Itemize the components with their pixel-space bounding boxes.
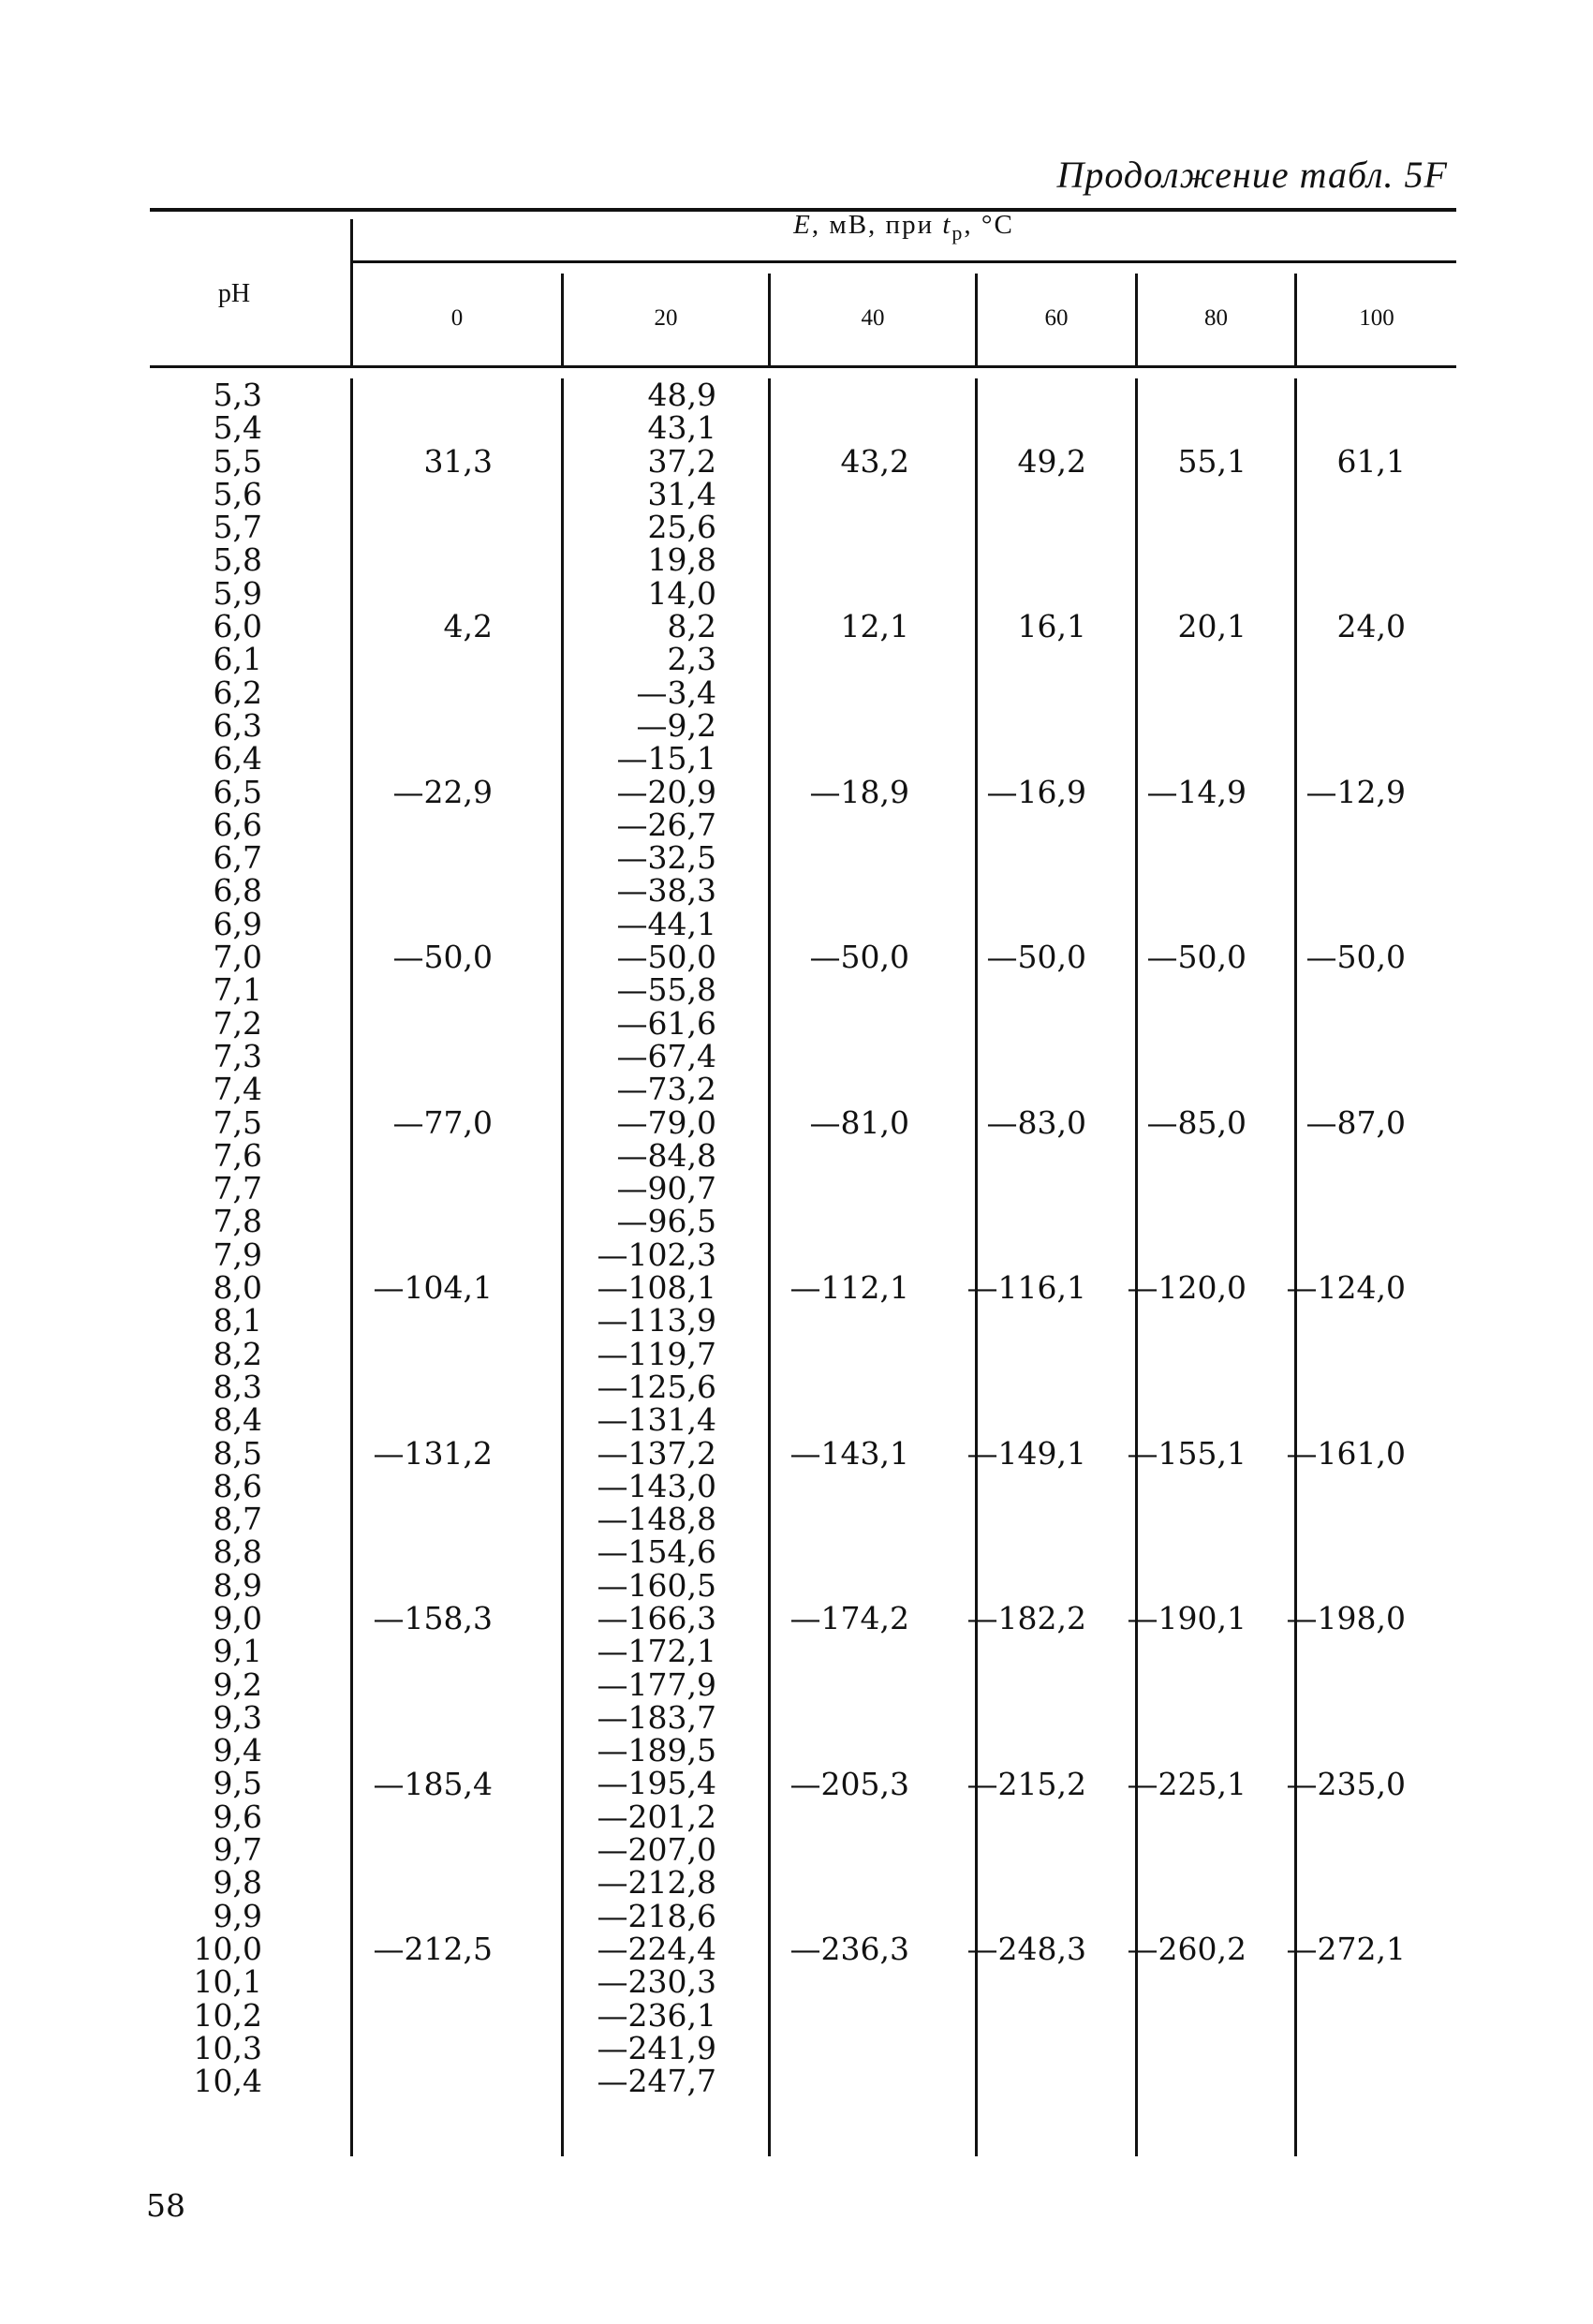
ph-value: 7,4: [213, 1071, 262, 1108]
ph-value: 9,0: [213, 1599, 262, 1636]
e20-value: —247,7: [597, 2063, 716, 2100]
e0-value: 4,2: [443, 608, 493, 645]
e60-value: —50,0: [986, 939, 1086, 976]
e20-value: —26,7: [616, 806, 716, 843]
e80-value: 55,1: [1177, 442, 1246, 480]
e20-value: —160,5: [597, 1566, 716, 1604]
e20-value: 14,0: [647, 574, 716, 612]
ph-value: 8,9: [213, 1566, 262, 1604]
ph-value: 6,6: [213, 806, 262, 843]
e40-value: 43,2: [840, 442, 909, 480]
e40-value: —143,1: [789, 1434, 909, 1472]
ph-value: 7,1: [213, 971, 262, 1009]
ph-value: 6,1: [213, 641, 262, 678]
e40-value: —50,0: [809, 939, 909, 976]
e20-value: —224,4: [597, 1930, 716, 1967]
e80-value: —260,2: [1127, 1931, 1246, 1968]
e20-value: —177,9: [597, 1665, 716, 1703]
e60-value: —83,0: [986, 1103, 1086, 1141]
e0-value: —185,4: [373, 1765, 493, 1802]
e40-value: —174,2: [789, 1600, 909, 1637]
e0-value: 31,3: [423, 442, 493, 480]
ph-value: 6,3: [213, 706, 262, 744]
page-number: 58: [146, 2187, 185, 2224]
header-temp-80: 80: [1204, 305, 1228, 331]
header-bottom-rule: [150, 365, 1456, 368]
divider-0-20-body: [561, 378, 564, 2156]
header-e-title: [351, 210, 1456, 245]
ph-value: 10,0: [193, 1930, 262, 1967]
e100-value: —198,0: [1286, 1600, 1406, 1637]
e100-value: 24,0: [1336, 608, 1406, 645]
e20-value: —154,6: [597, 1533, 716, 1571]
ph-value: 5,4: [213, 409, 262, 447]
e20-value: 25,6: [647, 509, 716, 546]
divider-40-60-body: [975, 378, 978, 2156]
e80-value: —120,0: [1127, 1269, 1246, 1307]
ph-value: 9,1: [213, 1633, 262, 1670]
e20-value: —218,6: [597, 1897, 716, 1934]
header-sub-rule: [351, 260, 1456, 263]
ph-value: 8,0: [213, 1269, 262, 1307]
ph-value: 9,9: [213, 1897, 262, 1934]
e20-value: —108,1: [597, 1269, 716, 1307]
e0-value: —104,1: [373, 1269, 493, 1307]
e40-value: —236,3: [789, 1931, 909, 1968]
e20-value: —44,1: [616, 905, 716, 942]
header-temp-100: 100: [1359, 305, 1394, 331]
e80-value: —225,1: [1127, 1765, 1246, 1802]
ph-value: 7,8: [213, 1203, 262, 1240]
e60-value: 49,2: [1017, 442, 1086, 480]
e20-value: 31,4: [647, 475, 716, 512]
e20-value: —90,7: [616, 1170, 716, 1207]
e100-value: —235,0: [1286, 1765, 1406, 1802]
e0-value: —50,0: [392, 939, 493, 976]
e0-value: —22,9: [392, 773, 493, 810]
ph-value: 8,5: [213, 1434, 262, 1472]
e20-value: —102,3: [597, 1236, 716, 1273]
e20-value: —241,9: [597, 2029, 716, 2066]
header-e-symbol: E: [793, 210, 812, 240]
e20-value: 43,1: [647, 409, 716, 447]
e100-value: —12,9: [1305, 773, 1406, 810]
e20-value: 8,2: [667, 608, 716, 645]
e80-value: —155,1: [1127, 1434, 1246, 1472]
ph-column: [150, 377, 262, 2100]
divider-20-40-body: [768, 378, 771, 2156]
e20-value: —230,3: [597, 1963, 716, 2001]
e100-value: —272,1: [1286, 1931, 1406, 1968]
e0-value: —158,3: [373, 1600, 493, 1637]
ph-value: 8,6: [213, 1467, 262, 1504]
ph-value: 10,3: [193, 2029, 262, 2066]
e40-value: —112,1: [789, 1269, 909, 1307]
e20-value: —189,5: [597, 1732, 716, 1769]
e20-value: —212,8: [597, 1864, 716, 1902]
e100-value: —87,0: [1305, 1103, 1406, 1141]
e100-value: 61,1: [1336, 442, 1406, 480]
ph-value: 8,2: [213, 1335, 262, 1372]
e20-value: —119,7: [597, 1335, 716, 1372]
e60-value: —149,1: [966, 1434, 1086, 1472]
ph-value: 8,3: [213, 1368, 262, 1405]
divider-ph-0-body: [350, 378, 353, 2156]
ph-value: 7,5: [213, 1103, 262, 1141]
e80-value: —85,0: [1146, 1103, 1246, 1141]
e60-value: 16,1: [1017, 608, 1086, 645]
ph-value: 7,7: [213, 1170, 262, 1207]
e20-value: —113,9: [597, 1302, 716, 1340]
e0-value: —131,2: [373, 1434, 493, 1472]
e80-value: 20,1: [1177, 608, 1246, 645]
e20-value: —183,7: [597, 1698, 716, 1736]
ph-value: 10,1: [193, 1963, 262, 2001]
ph-value: 7,9: [213, 1236, 262, 1273]
ph-value: 6,5: [213, 773, 262, 810]
e20-value: —125,6: [597, 1368, 716, 1405]
e20-value: —207,0: [597, 1831, 716, 1869]
header-temp-20: 20: [654, 305, 678, 331]
ph-value: 6,2: [213, 674, 262, 711]
e20-value: —3,4: [636, 674, 716, 711]
e20-value: —195,4: [597, 1765, 716, 1802]
header-temp-60: 60: [1044, 305, 1069, 331]
e40-value: 12,1: [840, 608, 909, 645]
e20-value: —55,8: [616, 971, 716, 1009]
ph-value: 9,4: [213, 1732, 262, 1769]
e40-value: —81,0: [809, 1103, 909, 1141]
ph-value: 9,3: [213, 1698, 262, 1736]
e60-value: —116,1: [966, 1269, 1086, 1307]
e20-value: —32,5: [616, 839, 716, 877]
e20-value: —166,3: [597, 1599, 716, 1636]
e80-value: —50,0: [1146, 939, 1246, 976]
ph-value: 5,9: [213, 574, 262, 612]
e100-value: —124,0: [1286, 1269, 1406, 1307]
e20-value: 19,8: [647, 541, 716, 579]
e20-value: —73,2: [616, 1071, 716, 1108]
e20-value: —15,1: [616, 740, 716, 777]
header-ph: pH: [217, 279, 251, 308]
ph-value: 5,7: [213, 509, 262, 546]
ph-value: 8,1: [213, 1302, 262, 1340]
ph-value: 7,3: [213, 1037, 262, 1074]
e20-value: —143,0: [597, 1467, 716, 1504]
e20-value: —50,0: [616, 939, 716, 976]
e80-value: —14,9: [1146, 773, 1246, 810]
ph-value: 5,5: [213, 442, 262, 480]
e20-value: 37,2: [647, 442, 716, 480]
e20-value: —61,6: [616, 1004, 716, 1042]
header-t-symbol: t: [942, 210, 952, 240]
e20-column: [576, 377, 716, 2100]
ph-value: 7,6: [213, 1136, 262, 1174]
e60-value: —248,3: [966, 1931, 1086, 1968]
ph-value: 9,7: [213, 1831, 262, 1869]
ph-value: 9,5: [213, 1765, 262, 1802]
e20-value: —20,9: [616, 773, 716, 810]
ph-value: 5,6: [213, 475, 262, 512]
ph-value: 9,2: [213, 1665, 262, 1703]
e0-value: —77,0: [392, 1103, 493, 1141]
e20-value: —84,8: [616, 1136, 716, 1174]
e40-value: —18,9: [809, 773, 909, 810]
ph-value: 6,9: [213, 905, 262, 942]
ph-value: 6,7: [213, 839, 262, 877]
ph-value: 6,0: [213, 608, 262, 645]
ph-value: 6,8: [213, 872, 262, 910]
ph-value: 5,8: [213, 541, 262, 579]
ph-value: 9,8: [213, 1864, 262, 1902]
e20-value: —79,0: [616, 1103, 716, 1141]
e20-value: —131,4: [597, 1401, 716, 1439]
e20-value: —172,1: [597, 1633, 716, 1670]
ph-value: 8,7: [213, 1501, 262, 1538]
e20-value: —236,1: [597, 1996, 716, 2034]
ph-value: 10,2: [193, 1996, 262, 2034]
ph-value: 8,4: [213, 1401, 262, 1439]
ph-value: 8,8: [213, 1533, 262, 1571]
divider-80-100-body: [1294, 378, 1297, 2156]
header-t-subscript: р: [951, 220, 965, 244]
e60-value: —16,9: [986, 773, 1086, 810]
ph-value: 7,0: [213, 939, 262, 976]
ph-value: 5,3: [213, 377, 262, 413]
e20-value: 2,3: [667, 641, 716, 678]
continuation-title: Продолжение табл. 5F: [1056, 154, 1448, 196]
ph-value: 7,2: [213, 1004, 262, 1042]
header-e-unit: , мВ, при: [811, 210, 943, 240]
e100-value: —50,0: [1305, 939, 1406, 976]
divider-60-80-body: [1135, 378, 1138, 2156]
e20-value: —96,5: [616, 1203, 716, 1240]
e20-value: 48,9: [647, 377, 716, 413]
e20-value: —201,2: [597, 1798, 716, 1835]
e60-value: —182,2: [966, 1600, 1086, 1637]
e0-value: —212,5: [373, 1931, 493, 1968]
e20-value: —148,8: [597, 1501, 716, 1538]
e80-value: —190,1: [1127, 1600, 1246, 1637]
header-temp-40: 40: [861, 305, 885, 331]
e20-value: —9,2: [636, 706, 716, 744]
ph-value: 6,4: [213, 740, 262, 777]
e20-value: —67,4: [616, 1037, 716, 1074]
e100-value: —161,0: [1286, 1434, 1406, 1472]
header-degree-unit: , °С: [964, 210, 1014, 240]
e60-value: —215,2: [966, 1765, 1086, 1802]
ph-value: 10,4: [193, 2063, 262, 2100]
ph-value: 9,6: [213, 1798, 262, 1835]
e20-value: —38,3: [616, 872, 716, 910]
e20-value: —137,2: [597, 1434, 716, 1472]
header-temp-0: 0: [450, 305, 464, 331]
e40-value: —205,3: [789, 1765, 909, 1802]
